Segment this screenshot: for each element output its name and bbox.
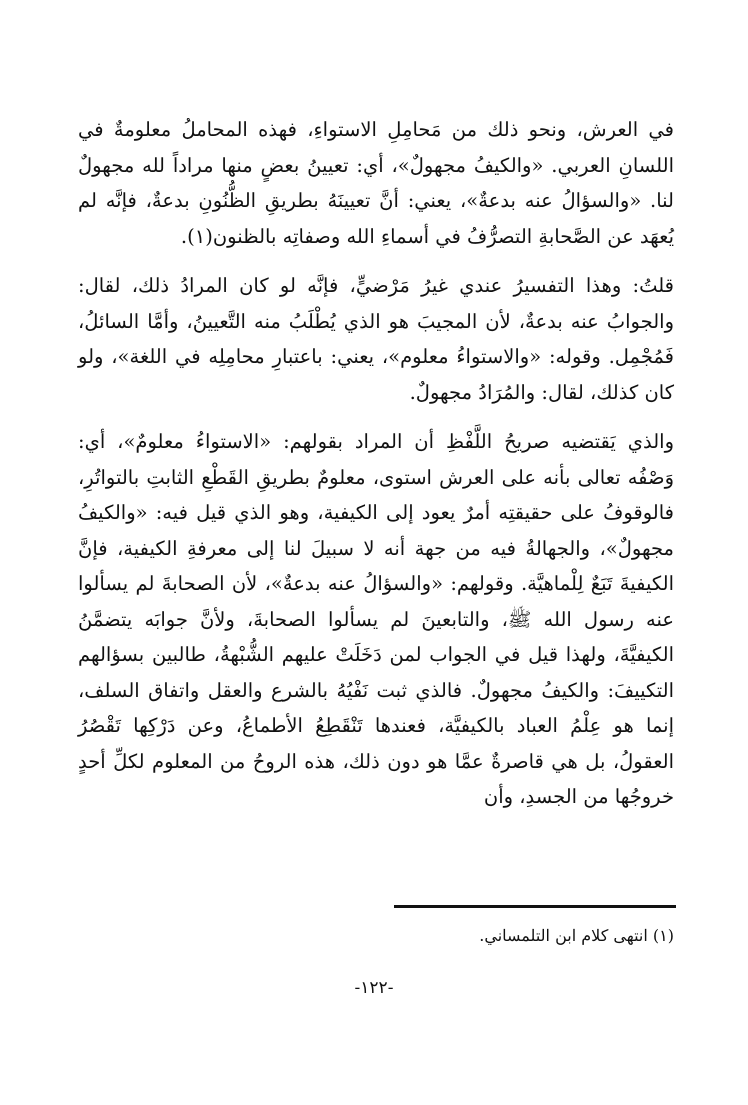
paragraph-2: قلتُ: وهذا التفسيرُ عندي غيرُ مَرْضيٍّ، فإنَّه لو كان المرادُ ذلك، لقال: والجوابُ عنه بدعةٌ، لأن المجيبَ هو الذي يُطْلَبُ منه التَّعيينُ، وأمَّا السائلُ، فَمُجْمِل. وقوله: «والاستواءُ معلوم»، يعني: باعتبارِ محامِلِه في اللغة»، ولو كان كذلك، لقال: والمُرَادُ مجهولٌ. bbox=[78, 274, 675, 404]
footnote-divider bbox=[394, 905, 676, 908]
paragraph-3: والذي يَقتضيه صريحُ اللَّفْظِ أن المراد بقولهم: «الاستواءُ معلومٌ»، أي: وَصْفُه تعالى بأنه على العرش استوى، معلومٌ بطريقِ القَطْعِ الثابتِ بالتواتُرِ، فالوقوفُ على حقيقتِه أمرٌ يعود إلى الكيفية، وهو الذي قيل فيه: «والكيفُ مجهولٌ»، والجهالةُ فيه من جهة أنه لا سبيلَ لنا إلى معرفةِ الكيفية، فإنَّ الكيفيةَ تَبَعٌ لِلْماهيَّة. وقولهم: «والسؤالُ عنه بدعةٌ»، لأن الصحابةَ لم يسألوا عنه رسول الله ﷺ، والتابعينَ لم يسألوا الصحابةَ، ولأنَّ جوابَه يتضمَّنُ الكيفيَّةَ، ولهذا قيل في الجواب لمن دَخَلَتْ عليهم الشُّبْهةُ، طالبين بسؤالهم التكييفَ: والكيفُ مجهولٌ. فالذي ثبت نَفْيُهُ بالشرع والعقل واتفاق السلف، إنما هو عِلْمُ العباد بالكيفيَّة، فعندها تَنْقَطِعُ الأطماعُ، وعن دَرْكِها تَقْصُرُ العقولُ، بل هي قاصرةٌ عمَّا هو دون ذلك، هذه الروحُ من المعلوم لكلِّ أحدٍ خروجُها من الجسدِ، وأن bbox=[78, 430, 674, 808]
page-number: -١٢٢- bbox=[354, 978, 394, 998]
paragraph-1: في العرش، ونحو ذلك من مَحامِلِ الاستواءِ، فهذه المحاملُ معلومةٌ في اللسانِ العربي. «والكيفُ مجهولٌ»، أي: تعيينُ بعضٍ منها مراداً لله مجهولٌ لنا. «والسؤالُ عنه بدعةٌ»، يعني: أنَّ تعيينَهُ بطريقِ الظُّنُونِ بدعةٌ، فإنَّه لم يُعهَد عن الصَّحابةِ التصرُّفُ في أسماءِ الله وصفاتِه بالظنون(١). bbox=[78, 118, 674, 248]
page-body bbox=[78, 112, 674, 815]
footnote: (١) انتهى كلام ابن التلمساني. bbox=[479, 926, 674, 945]
